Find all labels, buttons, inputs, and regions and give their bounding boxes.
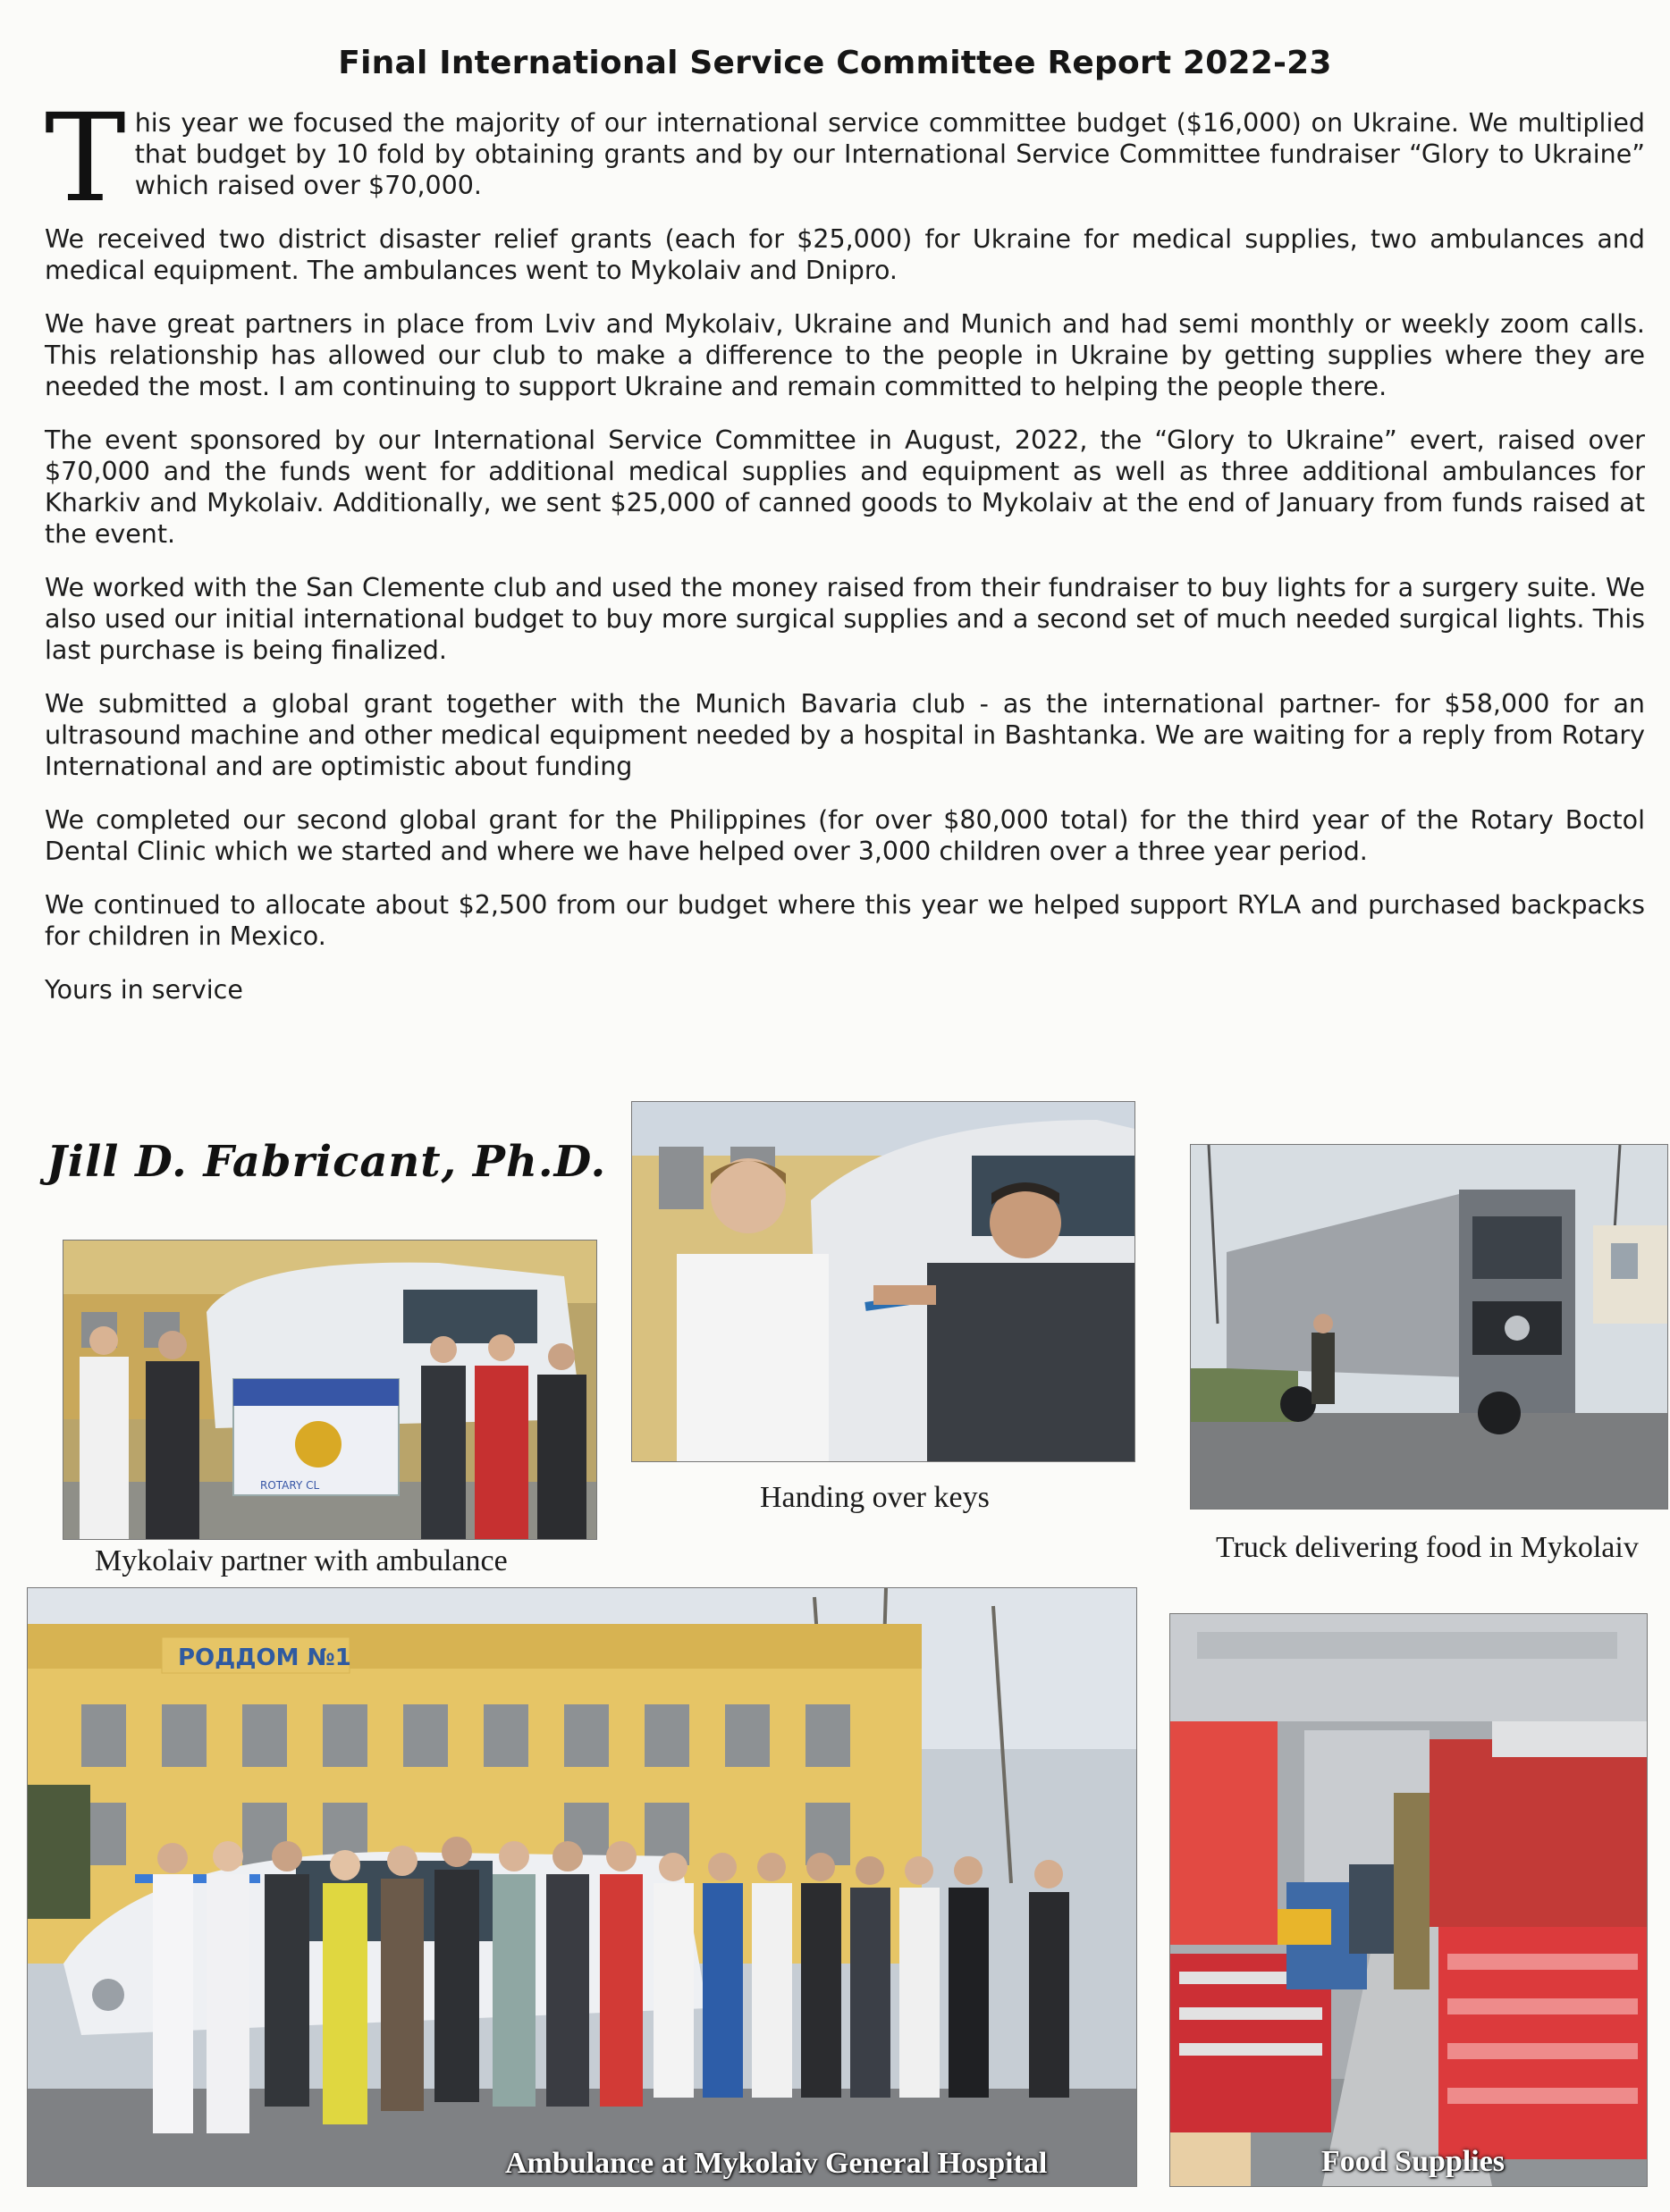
caption-handing-keys: Handing over keys (760, 1481, 990, 1514)
caption-hospital: Ambulance at Mykolaiv General Hospital (505, 2147, 1048, 2180)
photo-handing-keys-image (632, 1102, 1134, 1461)
report-body (45, 88, 1645, 1028)
photo-ambulance-partner (63, 1240, 597, 1540)
building-sign: РОДДОМ №1 (178, 1644, 351, 1671)
photo-food (1169, 1613, 1648, 2187)
photo-truck (1190, 1144, 1668, 1510)
paragraph-6: We submitted a global grant together with the Munich Bavaria club - as the international partner- for $58,000 for an ultrasound machine and other medical equipment needed by a hospital in Bashtanka. We are waiting for a reply from Rotary International and are optimistic about funding (45, 689, 1645, 781)
paragraph-4: The event sponsored by our International Service Committee in August, 2022, the “Glory to Ukraine” evert, raised over $70,000 and the funds went for additional medical supplies and equipment as well as three additional ambulances for Kharkiv and Mykolaiv. Additionally, we sent $25,000 of canned goods to Mykolaiv at the end of January from funds raised at the event. (45, 425, 1645, 549)
photo-hospital-image (28, 1588, 1136, 2186)
paragraph-3: We have great partners in place from Lviv and Mykolaiv, Ukraine and Munich and had semi monthly or weekly zoom calls. This relationship has allowed our club to make a difference to the people in Ukraine by getting supplies where they are needed the most. I am continuing to support Ukraine and remain committed to helping the people there. (45, 309, 1645, 401)
photo-hospital (27, 1587, 1137, 2187)
paragraph-8: We continued to allocate about $2,500 from our budget where this year we helped support RYLA and purchased backpacks for children in Mexico. (45, 890, 1645, 951)
page-title: Final International Service Committee Report 2022-23 (338, 45, 1332, 81)
flag-text: ROTARY CL (260, 1479, 320, 1492)
signature: Jill D. Fabricant, Ph.D. (46, 1137, 607, 1187)
caption-food: Food Supplies (1321, 2145, 1506, 2178)
paragraph-1-text: his year we focused the majority of our international service committee budget ($16,000) on Ukraine. We multiplied that budget by 10 fold by obtaining grants and by our International Service Committee fundraiser “Glory to Ukraine” which raised over $70,000. (134, 108, 1645, 200)
photo-truck-image (1191, 1145, 1667, 1509)
caption-truck: Truck delivering food in Mykolaiv (1216, 1531, 1639, 1564)
paragraph-5: We worked with the San Clemente club and used the money raised from their fundraiser to buy lights for a surgery suite. We also used our initial international budget to buy more surgical supplies and a second set of much needed surgical lights. This last purchase is being finalized. (45, 573, 1645, 665)
caption-ambulance-partner: Mykolaiv partner with ambulance (95, 1544, 508, 1577)
paragraph-2: We received two district disaster relief grants (each for $25,000) for Ukraine for medical supplies, two ambulances and medical equipment. The ambulances went to Mykolaiv and Dnipro. (45, 224, 1645, 285)
photo-ambulance-partner-image (63, 1241, 596, 1539)
closing-line: Yours in service (45, 975, 243, 1005)
drop-cap: T (45, 88, 126, 230)
photo-handing-keys (631, 1101, 1135, 1462)
paragraph-7: We completed our second global grant for the Philippines (for over $80,000 total) for the third year of the Rotary Boctol Dental Clinic which we started and where we have helped over 3,000 children over a three year period. (45, 805, 1645, 866)
photo-food-image (1170, 1614, 1647, 2186)
paragraph-1 (45, 88, 1645, 230)
